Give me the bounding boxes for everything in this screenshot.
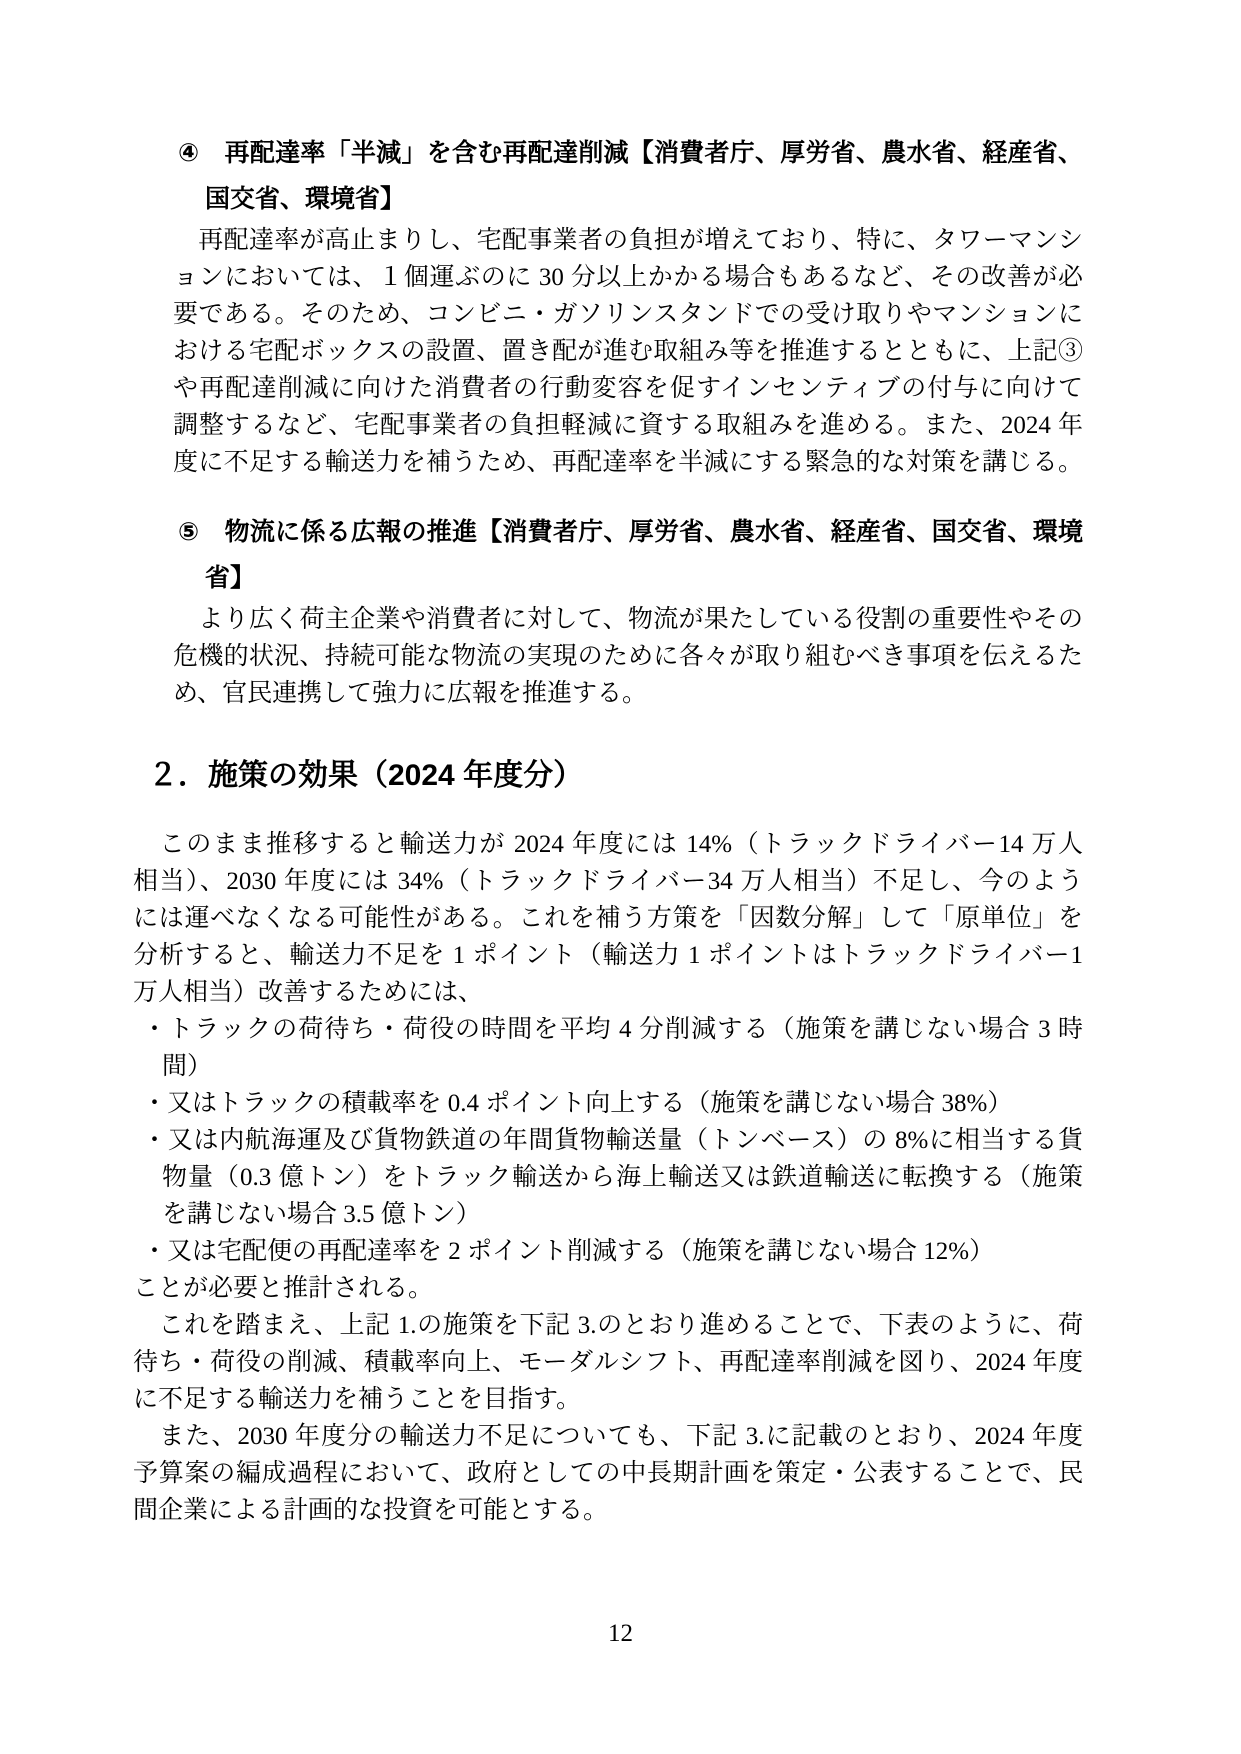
paragraph-line: おける宅配ボックスの設置、置き配が進む取組み等を推進するとともに、上記③ [173, 338, 1083, 365]
section-2-heading: ２．施策の効果（2024 年度分） [148, 759, 584, 792]
bullet-item-redelivery-rate [133, 1233, 1083, 1270]
paragraph-line: 度に不足する輸送力を補うため、再配達率を半減にする緊急的な対策を講じる。 [173, 449, 1083, 476]
paragraph-line: 万人相当）改善するためには、 [133, 979, 484, 1006]
paragraph-line: このまま推移すると輸送力が 2024 年度には 14%（トラックドライバー14 万人 [133, 831, 1083, 858]
paragraph-line: これを踏まえ、上記 1.の施策を下記 3.のとおり進めることで、下表のように、荷 [133, 1312, 1083, 1339]
bullet-line: ・又は宅配便の再配達率を 2 ポイント削減する（施策を講じない場合 12%） [142, 1238, 995, 1265]
section-5-logistics-pr [173, 509, 1083, 712]
paragraph-line: 予算案の編成過程において、政府としての中長期計画を策定・公表することで、民 [133, 1460, 1083, 1487]
bullet-line: ・トラックの荷待ち・荷役の時間を平均 4 分削減する（施策を講じない場合 3 時 [142, 1016, 1083, 1043]
paragraph-line: や再配達削減に向けた消費者の行動変容を促すインセンティブの付与に向けて [173, 375, 1083, 402]
paragraph-line: には運べなくなる可能性がある。これを補う方策を「因数分解」して「原単位」を [133, 905, 1083, 932]
bullet-line: ・又は内航海運及び貨物鉄道の年間貨物輸送量（トンベース）の 8%に相当する貨 [142, 1127, 1083, 1154]
paragraph-line: 分析すると、輸送力不足を 1 ポイント（輸送力 1 ポイントはトラックドライバー1 [133, 942, 1083, 969]
section-5-heading-line-1: ⑤ 物流に係る広報の推進【消費者庁、厚労省、農水省、経産省、国交省、環境 [178, 518, 1083, 546]
section-5-paragraph [173, 601, 1083, 712]
section-5-heading [173, 509, 1083, 601]
section-4-heading-line-2: 国交省、環境省】 [205, 185, 406, 213]
section-4-redelivery-reduction [173, 130, 1083, 481]
paragraph-line: 間企業による計画的な投資を可能とする。 [133, 1497, 609, 1524]
paragraph-line: 調整するなど、宅配事業者の負担軽減に資する取組みを進める。また、2024 年 [173, 412, 1083, 439]
bullet-item-modal-shift [133, 1122, 1083, 1233]
section-5-heading-line-2: 省】 [205, 564, 256, 592]
paragraph-line: 要である。そのため、コンビニ・ガソリンスタンドでの受け取りやマンションに [173, 301, 1083, 328]
paragraph-line: 相当）、2030 年度には 34%（トラックドライバー34 万人相当）不足し、今のよう [133, 868, 1083, 895]
bullet-line: を講じない場合 3.5 億トン） [162, 1201, 481, 1228]
paragraph-line: ョンにおいては、１個運ぶのに 30 分以上かかる場合もあるなど、その改善が必 [173, 264, 1083, 291]
section-2-paragraph-3 [133, 1418, 1083, 1529]
paragraph-line: に不足する輸送力を補うことを目指す。 [133, 1386, 582, 1413]
section-4-heading-line-1: ④ 再配達率「半減」を含む再配達削減【消費者庁、厚労省、農水省、経産省、 [178, 139, 1083, 167]
paragraph-line: より広く荷主企業や消費者に対して、物流が果たしている役割の重要性やその [173, 606, 1083, 633]
section-2-policy-effects [133, 752, 1083, 1529]
paragraph-line: また、2030 年度分の輸送力不足についても、下記 3.に記載のとおり、2024 年度 [133, 1423, 1083, 1450]
section-2-paragraph-2 [133, 1307, 1083, 1418]
paragraph-line: め、官民連携して強力に広報を推進する。 [173, 680, 648, 707]
section-2-paragraph-1 [133, 826, 1083, 1011]
bullet-line: 間） [162, 1053, 213, 1080]
page-footer [0, 1615, 1241, 1754]
paragraph-line: 危機的状況、持続可能な物流の実現のために各々が取り組むべき事項を伝えるた [173, 643, 1083, 670]
section-4-paragraph [173, 222, 1083, 481]
section-4-heading [173, 130, 1083, 222]
paragraph-line: 待ち・荷役の削減、積載率向上、モーダルシフト、再配達率削減を図り、2024 年度 [133, 1349, 1083, 1376]
measures-bullet-list [133, 1011, 1083, 1270]
bullet-line: 物量（0.3 億トン）をトラック輸送から海上輸送又は鉄道輸送に転換する（施策 [162, 1164, 1083, 1191]
bullet-line: ・又はトラックの積載率を 0.4 ポイント向上する（施策を講じない場合 38%） [142, 1090, 1013, 1117]
page-number: 12 [608, 1620, 633, 1647]
paragraph-line: 再配達率が高止まりし、宅配事業者の負担が増えており、特に、タワーマンシ [173, 227, 1083, 254]
bullet-item-truck-wait-time [133, 1011, 1083, 1085]
conclusion-line: ことが必要と推計される。 [133, 1275, 434, 1302]
bullet-item-load-factor [133, 1085, 1083, 1122]
